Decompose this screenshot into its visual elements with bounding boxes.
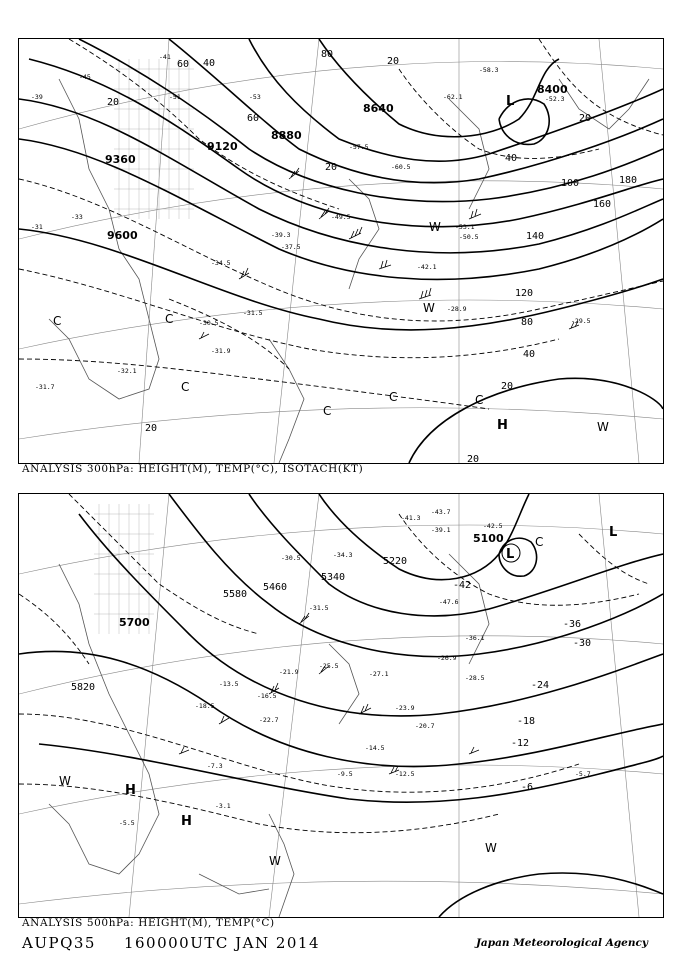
station-temp: -58.3 [479,66,499,74]
isotach-label: 60 [247,113,260,124]
cold-symbol: C [389,390,398,404]
height-label: 9360 [105,153,136,166]
height-label: 5820 [71,682,96,693]
height-label: 5700 [119,616,150,629]
isotach-label: 20 [107,97,120,108]
station-temp: -41 [159,53,171,61]
station-temp: -28.9 [447,305,467,313]
temp-contour-label: -18 [517,716,536,727]
station-temp: -21.9 [279,668,299,676]
low-pressure-symbol: L [506,94,515,109]
isotach-label: 40 [203,58,216,69]
station-temp: -51 [169,93,181,101]
isotach-label: 20 [145,423,158,434]
station-temp: -30.5 [199,319,219,327]
isotach-label: 20 [501,381,514,392]
isotach-label: 20 [579,113,592,124]
station-temp: -23.9 [395,704,415,712]
station-temp: -22.7 [259,716,279,724]
analysis-500hpa-map [18,493,664,918]
isotach-label: 120 [515,288,534,299]
temp-contour-label: -42 [453,580,472,591]
station-temp: -42.5 [483,522,503,530]
station-temp: -3.1 [215,802,231,810]
isotach-label: 20 [325,162,338,173]
temp-contour-label: -6 [521,782,534,793]
station-temp: -39.3 [271,231,291,239]
station-temp: -31.9 [211,347,231,355]
isotach-label: 140 [526,231,545,242]
warm-symbol: W [429,220,441,234]
station-temp: -31.5 [309,604,329,612]
warm-symbol: W [269,854,281,868]
height-label: 8400 [537,83,568,96]
chart-identifier [22,934,348,952]
station-temp: -47.6 [439,598,459,606]
height-label: 9120 [207,140,238,153]
caption-500hpa: ANALYSIS 500hPa: HEIGHT(M), TEMP(°C) [22,917,275,929]
terrain-hatch [114,59,194,219]
station-temp: -29.5 [571,317,591,325]
cold-symbol: C [323,404,332,418]
station-temp: -18.5 [195,702,215,710]
station-temp: -39.1 [431,526,451,534]
station-temp: -53.1 [455,223,475,231]
height-label: 5100 [473,532,504,545]
isotach-label: 40 [523,349,536,360]
height-label: 8880 [271,129,302,142]
warm-symbol: W [423,301,435,315]
isotach-label: 40 [505,153,518,164]
caption-300hpa: ANALYSIS 300hPa: HEIGHT(M), TEMP(°C), ISOTACH(KT) [22,463,364,475]
station-temp: -50.5 [459,233,479,241]
analysis-300hpa-map [18,38,664,464]
isotach-label: 160 [593,199,612,210]
height-label: 5220 [383,556,408,567]
station-temp: -5.7 [575,770,591,778]
station-temp: -32.1 [117,367,137,375]
agency-name: Japan Meteorological Agency [475,937,648,949]
station-temp: -31.7 [35,383,55,391]
high-pressure-symbol: H [125,783,136,798]
station-temp: -42.1 [417,263,437,271]
map-300hpa-svg [19,39,663,463]
station-temp: -13.5 [219,680,239,688]
high-pressure-symbol: H [497,418,508,433]
station-temp: -34.3 [333,551,353,559]
low-pressure-symbol: L [609,525,618,540]
height-label: 5580 [223,589,248,600]
map-500hpa-svg [19,494,663,917]
station-temp: -60.5 [391,163,411,171]
station-temp: -7.3 [207,762,223,770]
terrain-hatch [94,504,154,634]
isotach-label: 80 [321,49,334,60]
isotach-label: 80 [521,317,534,328]
warm-symbol: W [485,841,497,855]
station-temp: -62.1 [443,93,463,101]
station-temp: -43.7 [431,508,451,516]
station-temp: -12.5 [395,770,415,778]
cold-symbol: C [475,393,484,407]
height-label: 5460 [263,582,288,593]
isotach-label: 100 [561,178,580,189]
station-temp: -9.5 [337,770,353,778]
station-temp: -31 [31,223,43,231]
valid-time: 160000UTC JAN 2014 [123,934,321,952]
station-temp: -52.3 [545,95,565,103]
temp-contour-label: -24 [531,680,550,691]
chart-code: AUPQ35 [22,934,96,952]
low-pressure-symbol: L [506,547,515,562]
station-temp: -49.5 [331,213,351,221]
station-temp: -26.9 [437,654,457,662]
cold-symbol: C [53,314,62,328]
isotach-label: 60 [177,59,190,70]
station-temp: -5.5 [119,819,135,827]
warm-symbol: W [597,420,609,434]
station-temp: -14.5 [365,744,385,752]
station-temp: -25.5 [319,662,339,670]
high-pressure-symbol: H [181,814,192,829]
station-temp: -39 [31,93,43,101]
station-temp: -36.1 [465,634,485,642]
station-temp: -28.5 [465,674,485,682]
height-label: 5340 [321,572,346,583]
station-temp: -34.5 [211,259,231,267]
station-temp: -41.3 [401,514,421,522]
station-temp: -27.1 [369,670,389,678]
isotach-label: 20 [467,454,480,463]
isotach-label: 20 [387,56,400,67]
station-temp: -30.5 [281,554,301,562]
station-temp: -45 [79,73,91,81]
station-temp: -53 [249,93,261,101]
station-temp: -31.5 [243,309,263,317]
height-label: 9600 [107,229,138,242]
station-temp: -20.7 [415,722,435,730]
cold-symbol: C [181,380,190,394]
temp-contour-label: -30 [573,638,592,649]
station-temp: -57.5 [349,143,369,151]
warm-symbol: W [59,774,71,788]
station-temp: -37.5 [281,243,301,251]
station-temp: -16.5 [257,692,277,700]
station-temp: -33 [71,213,83,221]
cold-symbol: C [165,312,174,326]
cold-symbol: C [535,535,544,549]
temp-contour-label: -36 [563,619,582,630]
temp-contour-label: -12 [511,738,530,749]
isotach-label: 180 [619,175,638,186]
height-label: 8640 [363,102,394,115]
